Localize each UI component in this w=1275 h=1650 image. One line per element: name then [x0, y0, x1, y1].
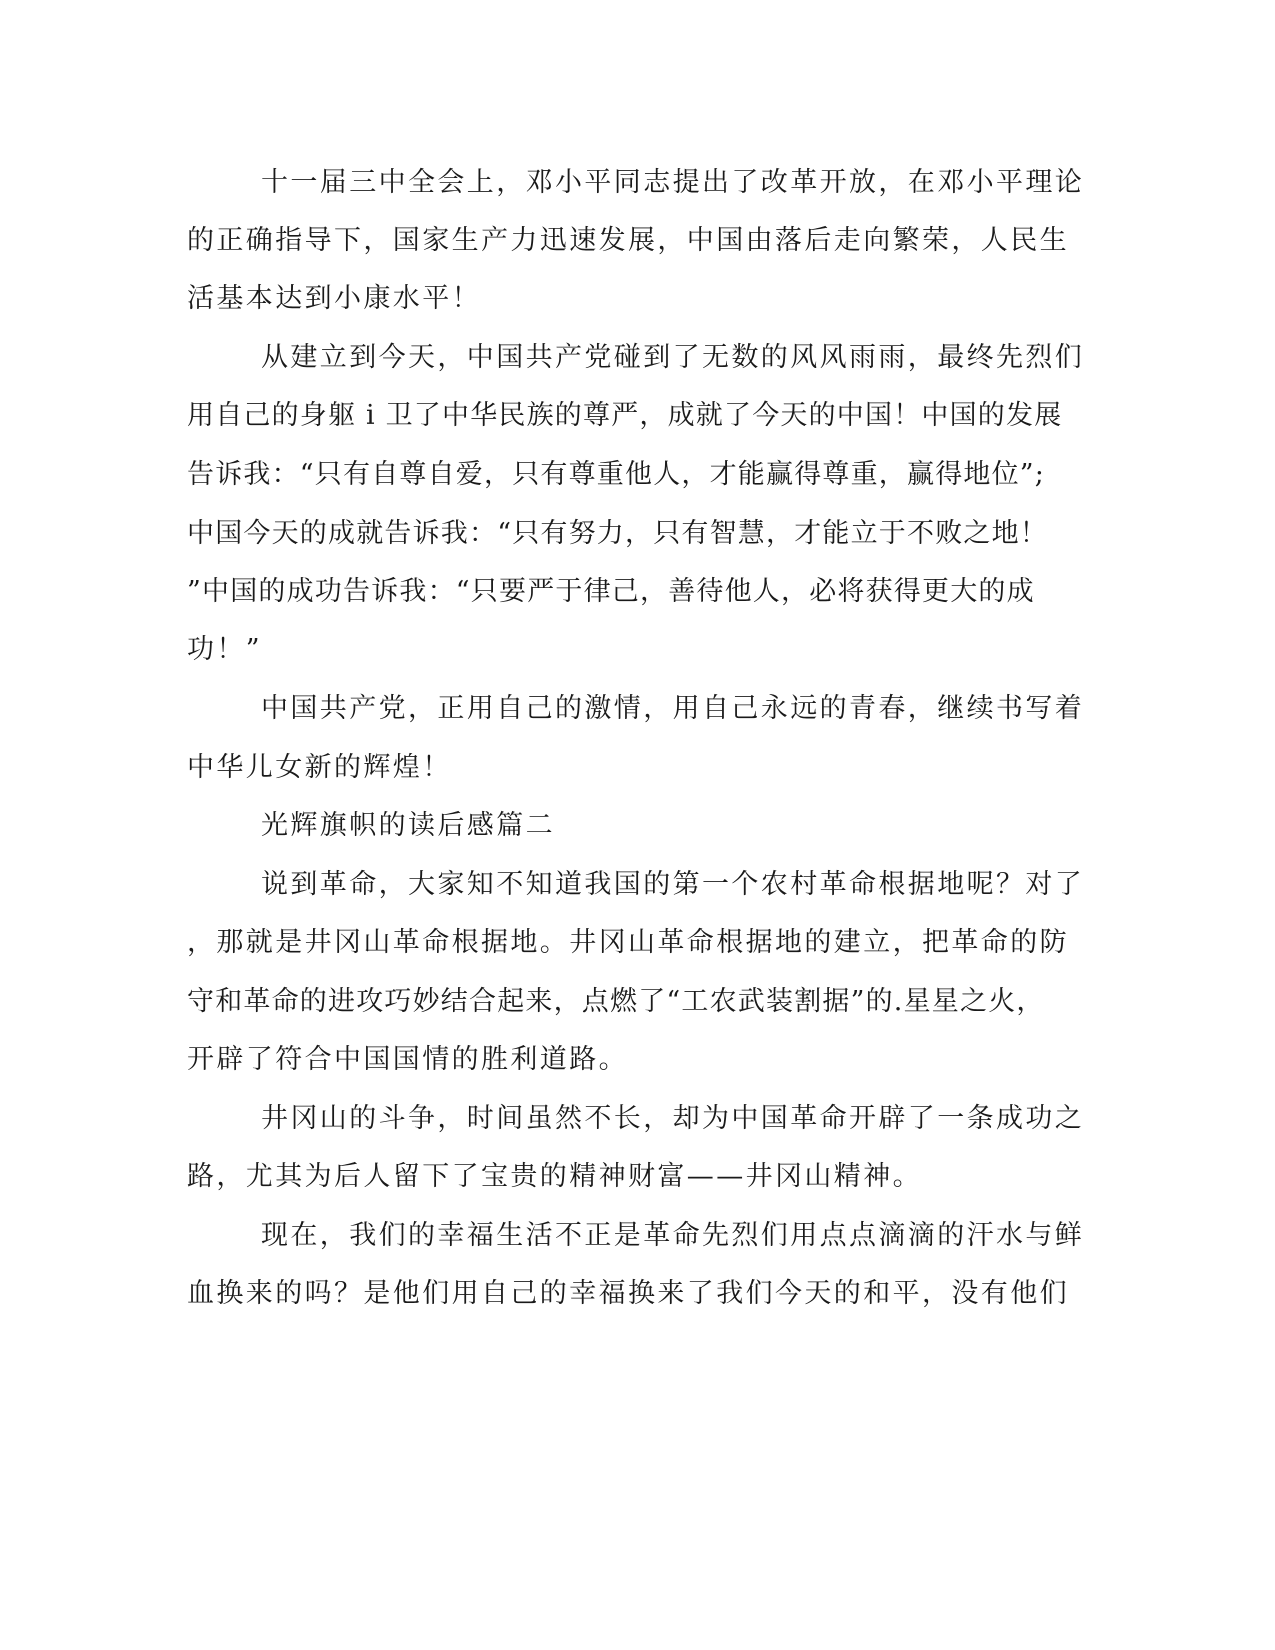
text-line: 开辟了符合中国国情的胜利道路。	[187, 1044, 628, 1075]
text-line: 十一届三中全会上，邓小平同志提出了改革开放，在邓小平理论	[261, 167, 1085, 198]
text-line: 说到革命，大家知不知道我国的第一个农村革命根据地呢？对了	[261, 869, 1085, 900]
text-line: 从建立到今天，中国共产党碰到了无数的风风雨雨，最终先烈们	[261, 342, 1085, 373]
text-line: ”中国的成功告诉我：“只要严于律己，善待他人，必将获得更大的成	[187, 576, 1035, 607]
text-line: 中国今天的成就告诉我：“只有努力，只有智慧，才能立于不败之地！	[187, 518, 1049, 549]
text-line: ，那就是井冈山革命根据地。井冈山革命根据地的建立，把革命的防	[187, 927, 1069, 958]
section-heading: 光辉旗帜的读后感篇二	[261, 810, 555, 841]
text-line: 现在，我们的幸福生活不正是革命先烈们用点点滴滴的汗水与鲜	[261, 1220, 1085, 1251]
text-line: 守和革命的进攻巧妙结合起来，点燃了“工农武装割据”的.星星之火，	[187, 986, 1045, 1017]
text-line: 的正确指导下，国家生产力迅速发展，中国由落后走向繁荣，人民生	[187, 225, 1069, 256]
text-line: 路，尤其为后人留下了宝贵的精神财富——井冈山精神。	[187, 1161, 922, 1192]
text-line: 血换来的吗？是他们用自己的幸福换来了我们今天的和平，没有他们	[187, 1278, 1069, 1309]
text-line: 告诉我：“只有自尊自爱，只有尊重他人，才能赢得尊重，赢得地位”;	[187, 459, 1046, 490]
text-line: 中国共产党，正用自己的激情，用自己永远的青春，继续书写着	[261, 693, 1085, 724]
text-line: 井冈山的斗争，时间虽然不长，却为中国革命开辟了一条成功之	[261, 1103, 1085, 1134]
text-line: 用自己的身躯 i 卫了中华民族的尊严，成就了今天的中国！中国的发展	[187, 400, 1063, 431]
text-line: 功！”	[187, 634, 263, 665]
text-line: 活基本达到小康水平！	[187, 283, 481, 314]
text-line: 中华儿女新的辉煌！	[187, 752, 452, 783]
